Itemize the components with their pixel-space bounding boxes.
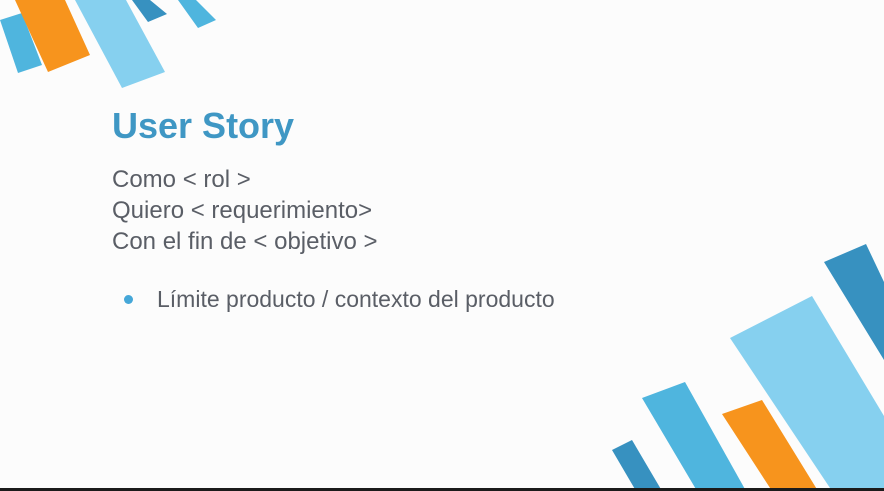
stripe-smallblue-top-left — [178, 0, 216, 28]
story-line-role: Como < rol > — [112, 166, 251, 193]
story-line-requirement: Quiero < requerimiento> — [112, 197, 373, 224]
story-line-objective: Con el fin de < objetivo > — [112, 228, 378, 255]
stripe-darkblue-small-bottom-right — [612, 440, 662, 491]
slide-title: User Story — [112, 105, 295, 146]
stripe-blue-bottom-right — [642, 382, 746, 491]
story-template — [112, 164, 378, 257]
stripe-darkblue-top-left — [132, 0, 167, 22]
bullet-dot-icon — [124, 295, 133, 304]
bullet-text: Límite producto / contexto del producto — [157, 286, 555, 312]
bullet-item — [124, 284, 555, 315]
